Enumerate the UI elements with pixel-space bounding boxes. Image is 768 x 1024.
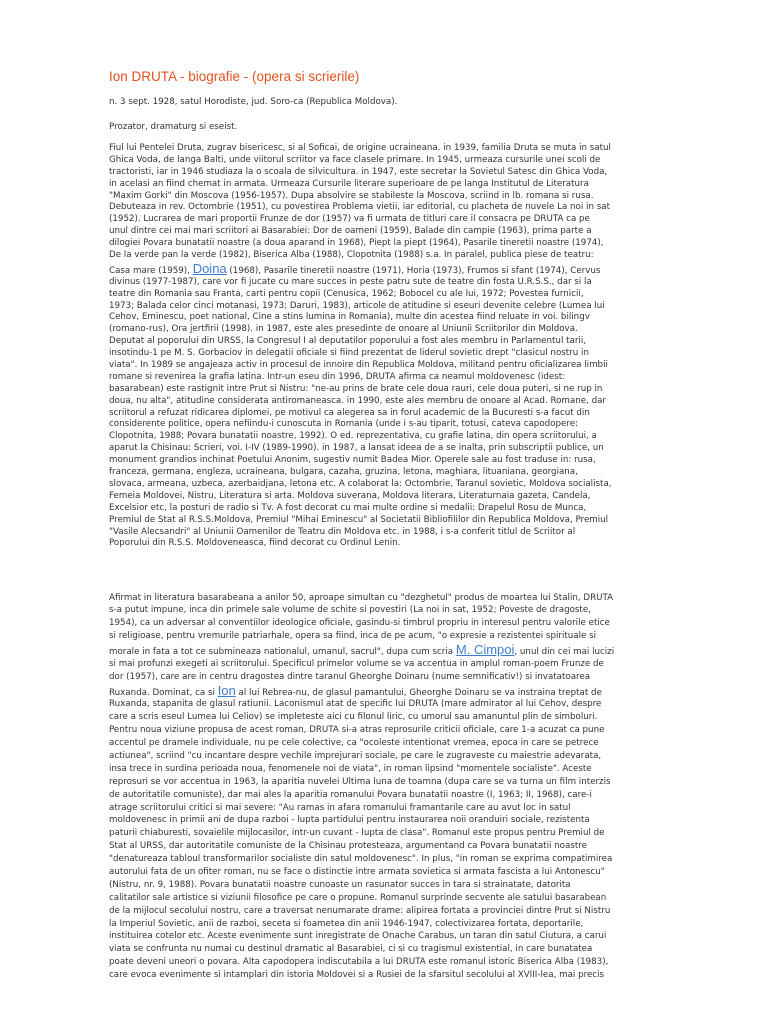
text-line: considerente politice, opera nefiindu-i cunoscuta in Romania (unde i s-au tiparit, totusi, cateva capodopere:: [109, 419, 578, 430]
text-segment: al lui Rebrea-nu, de glasul pamantului, Gheorghe Doinaru se va instraina treptat de: [235, 687, 602, 698]
text-line: Stat al URSS, dar autoritatile comuniste de la Chisinau protesteaza, argumentand ca Povara bunatatii noastre: [109, 841, 587, 852]
text-line: de autoritatile comuniste), dar mai ales la aparitia romanului Povara bunatatii noastre (I, 1963; II, 1968), care-i: [109, 789, 592, 800]
text-line: 1973; Balada celor cinci motanasi, 1973; Daruri, 1983), articole de atitudine si eseuri devenite celebre (Lumea lui: [109, 300, 605, 311]
text-line: "Vasile Alecsandri" al Uniunii Oamenilor de Teatru din Moldova etc. in 1988, i s-a conferit titlul de Scriitor al: [109, 526, 576, 537]
body-paragraph: [109, 592, 614, 983]
text-line: dilogiei Povara bunatatii noastre (a doua aparand in 1968), Piept la piept (1964), Pasarile tineretii noastre (1974),: [109, 238, 604, 249]
text-line: Afirmat in literatura basarabeana a anilor 50, aproape simultan cu "dezghetul" produs de moartea lui Stalin, DRUTA: [109, 592, 614, 603]
text-line: si religioase, pentru vremurile patriarhale, opera sa fiind, inca de pe acum, "o expresie a rezistentei spirituale si: [109, 631, 597, 642]
text-line: monument grandios inchinat Poetului Anonim, sugestiv numit Badea Mior. Operele sale au fost traduse in: rusa,: [109, 455, 596, 466]
text-line: autorului fata de un ofiter roman, nu se face o distinctie intre armata sovietica si armata fascista a lui Antonescu": [109, 867, 605, 878]
text-line: Fiul lui Pentelei Druta, zugrav bisericesc, si al Soficai, de origine ucraineana. in 1939, familia Druta se muta in satul: [109, 143, 611, 153]
text-line: unul dintre cei mai mari scriitori ai Basarabiei: Dor de oameni (1959), Balade din campie (1963), prima parte a: [109, 226, 592, 237]
link-ion[interactable]: Ion: [217, 682, 236, 698]
text-line: Cehov, Eminescu, poet national, Cine a stins lumina in Romania), multe din acestea fiind reluate in voi. bilingv: [109, 312, 590, 323]
text-line: (romano-rus), Ora jertfirii (1998). in 1987, este ales presedinte de onoare al Uniunii Scriitorilor din Moldova.: [109, 324, 578, 335]
text-segment: morale in fata a tot ce submineaza nationalul, umanul, sacrul", dupa cum scria: [109, 647, 456, 658]
text-line: Poporului din R.S.S. Moldoveneasca, fiind decorat cu Ordinul Lenin.: [109, 538, 401, 549]
link-doina[interactable]: Doina: [192, 260, 227, 276]
text-segment: Ruxanda. Dominat, ca si: [109, 687, 218, 698]
text-line: care a scris eseul Lumea lui Celiov) se impleteste aici cu filonul liric, cu umorul sau amanuntul plin de simboluri.: [109, 712, 598, 723]
text-line: "denatureaza tabloul transformarilor socialiste din satul moldovenesc". In plus, "in roman se exprima compatimirea: [109, 854, 613, 865]
text-line: viata". In 1989 se angajeaza activ in procesul de innoire din Republica Moldova, militand pentru oficializarea limbii: [109, 360, 608, 371]
text-line: insotindu-1 pe M. S. Gorbaciov in delegatii oficiale si fiind prezentat de liderul sovietic drept "clasicul nostru in: [109, 348, 589, 359]
text-line: (1952). Lucrarea de mari proportii Frunze de dor (1957) va fi urmata de titluri care il consacra pe DRUTA ca pe: [109, 214, 590, 225]
text-line: Ruxanda, stapanita de glasul ratiunii. Laconismul atat de specific lui DRUTA (mare admirator al lui Cehov, despre: [109, 699, 602, 710]
text-line: doua, nu alta", atitudine considerata antiromaneasca. in 1990, este ales membru de onoare al Acad. Romane, dar: [109, 395, 606, 406]
text-line: tractoristi, iar in 1946 studiaza la o scoala de silvicultura. in 1947, este secretar la Sovietul Satesc din Ghica Voda,: [109, 166, 608, 177]
text-line: moldovenesc in primii ani de dupa razboi - lupta partidului pentru instaurarea noii oranduiri sociale, rezistenta: [109, 815, 590, 826]
text-line: [109, 262, 612, 277]
text-line: [109, 684, 614, 699]
text-line: Deputat al poporului din URSS, la Congresul I al deputatilor poporului a fost ales membru in Parlamentul tarii,: [109, 336, 587, 347]
birth-info: n. 3 sept. 1928, satul Horodiste, jud. Soro-ca (Republica Moldova).: [109, 97, 398, 107]
text-line: (Nistru, nr. 9, 1988). Povara bunatatii noastre cunoaste un rasunator succes in tara si strainatate, datorita: [109, 879, 571, 890]
text-line: Femeia Moldovei, Nistru, Literatura si arta. Moldova suverana, Moldova literara, Literaturnaia gazeta, Candela,: [109, 490, 591, 501]
text-segment: (1968), Pasarile tineretii noastre (1971), Horia (1973), Frumos si sfant (1974), Cervus: [226, 265, 601, 276]
body-paragraph: [109, 143, 612, 550]
text-line: Debuteaza in rev. Octombrie (1951), cu povestirea Problema vietii, iar editorial, cu placheta de nuvele La noi in sat: [109, 202, 610, 213]
text-line: franceza, germana, engleza, ucraineana, bulgara, cazaha, gruzina, letona, maghiara, lituaniana, georgiana,: [109, 467, 578, 478]
text-line: romane si revenirea la grafia latina. Intr-un eseu din 1996, DRUTA afirma ca neamul moldovenesc (idest:: [109, 371, 566, 382]
text-line: in acelasi an fiind chemat in armata. Urmeaza Cursurile literare superioare de pe langa Institutul de Literatura: [109, 178, 589, 189]
text-line: Premiul de Stat al R.S.S.Moldova, Premiul "Mihai Eminescu" al Societatii Bibliofililor din Republica Moldova, Premiul: [109, 514, 609, 525]
text-line: accentul pe dramele individuale, nu pe cele colective, ca "ocoleste intentionat vremea, epoca in care se petrece: [109, 738, 599, 749]
text-line: insa trece in surdina perioada noua, fenomenele noi de viata", in roman lipsind "momentele socialiste". Aceste: [109, 763, 592, 774]
text-segment: , unul din cei mai lucizi: [514, 647, 615, 658]
text-line: aparut la Chisinau: Scrieri, voi. I-IV (1989-1990). in 1987, a lansat ideea de a se inalta, prin subscriptii publice, un: [109, 443, 604, 454]
text-line: dor (1957), care are in centru dragostea dintre taranul Gheorghe Doinaru (nume semnificativ!) si invatatoarea: [109, 671, 591, 682]
text-line: reprosuri se vor accentua in 1963, la aparitia nuvelei Ultima luna de toamna (dupa care se va turna un film interzis: [109, 776, 611, 787]
text-line: poate deveni uneori o povara. Alta capodopera indiscutabila a lui DRUTA este romanul istoric Biserica Alba (1983),: [109, 957, 609, 968]
text-line: de la mijlocul secolului nostru, care a traversat nenumarate drame: alipirea fortata a provinciei dintre Prut si Nistru: [109, 905, 611, 916]
text-line: la Imperiul Sovietic, anii de razboi, seceta si foametea din anii 1946-1947, colectivizarea fortata, deportarile,: [109, 918, 584, 929]
text-line: Ghica Voda, de langa Balti, unde viitorul scriitor va face clasele primare. In 1945, urmeaza cursurile unei scoli de: [109, 154, 601, 165]
text-line: basarabean) este rastignit intre Prut si Nistru: "ne-au prins de brate cele doua rauri, cele doua puteri, si ne rup in: [109, 383, 603, 394]
text-line: 1954), ca un adversar al conventiilor ideologice oficiale, gasindu-si timbrul propriu in interesul pentru valorile etice: [109, 618, 610, 629]
author-roles: Prozator, dramaturg si eseist.: [109, 122, 238, 132]
text-line: slovaca, armeana, uzbeca, azerbaidjana, letona etc. A colaborat la: Octombrie, Taranul sovietic, Moldova socialista,: [109, 478, 612, 489]
text-line: teatre din Romania sau Franta, carti pentru copii (Cenusica, 1962; Bobocel cu ale lui, 1972; Povestea furnicii,: [109, 288, 584, 299]
text-line: divinus (1977-1987), care vor fi jucate cu mare succes in peste patru sute de teatre din fosta U.R.S.S., dar si la: [109, 276, 592, 287]
text-line: De la verde pan la verde (1982), Biserica Alba (1988), Clopotnita (1988) s.a. In paralel, publica piese de teatru:: [109, 250, 594, 261]
text-line: "Maxim Gorki" din Moscova (1956-1957). Dupa absolvire se stabileste la Moscova, scriind in lb. romana si rusa.: [109, 190, 594, 201]
text-line: paturii chiaburesti, sovaielile mijlocasilor, intr-un cuvant - lupta de clasa". Romanul este propus pentru Premiul de: [109, 828, 605, 839]
text-line: Excelsior etc, la posturi de radio si Tv. A fost decorat cu mai multe ordine si medalii: Drapelul Rosu de Munca,: [109, 502, 587, 513]
text-line: calitatilor sale artistice si viziunii filosofice pe care o propune. Romanul surprinde secvente ale satului basarabean: [109, 892, 607, 903]
text-line: scriitorul a refuzat ridicarea diplomei, pe motivul ca alegerea sa in forul academic de la Bucuresti s-a facut din: [109, 407, 590, 418]
text-line: Pentru noua viziune propusa de acest roman, DRUTA si-a atras reprosurile criticii oficiale, care 1-a acuzat ca pune: [109, 725, 605, 736]
text-line: care evoca evenimente si intamplari din istoria Moldovei si a Rusiei de la sfarsitul secolului al XVIII-lea, mai precis: [109, 970, 605, 981]
text-line: viata se confrunta nu numai cu destinul dramatic al Basarabiei, ci si cu tragismul existential, in care bunatatea: [109, 944, 593, 955]
link-m-cimpoi[interactable]: M. Cimpoi: [455, 642, 515, 658]
text-line: actiunea", scriind "cu incantare despre vechile imprejurari sociale, pe care le zugraveste cu maiestrie adevarata,: [109, 751, 602, 761]
text-line: Clopotnita, 1988; Povara bunatatii noastre, 1992). O ed. reprezentativa, cu grafie latina, din opera scriitorului, a: [109, 431, 597, 442]
page-title: Ion DRUTA - biografie - (opera si scrierile): [109, 69, 360, 84]
text-line: si mai profunzi exegeti ai scriitorului. Specificul primelor volume se va accentua in amplul roman-poem Frunze de: [109, 658, 604, 669]
text-line: s-a putut impune, inca din primele sale volume de schite si povestiri (La noi in sat, 1952; Poveste de dragoste,: [109, 605, 591, 616]
text-segment: Casa mare (1959),: [109, 265, 193, 276]
text-line: atrage scriitorului critici si mai severe: "Au ramas in afara romanului framantarile care au avut loc in satul: [109, 802, 571, 813]
text-line: instituirea cotelor etc. Aceste evenimente sunt inregistrate de Onache Carabus, un taran din satul Ciutura, a carui: [109, 931, 607, 942]
text-line: [109, 643, 614, 658]
